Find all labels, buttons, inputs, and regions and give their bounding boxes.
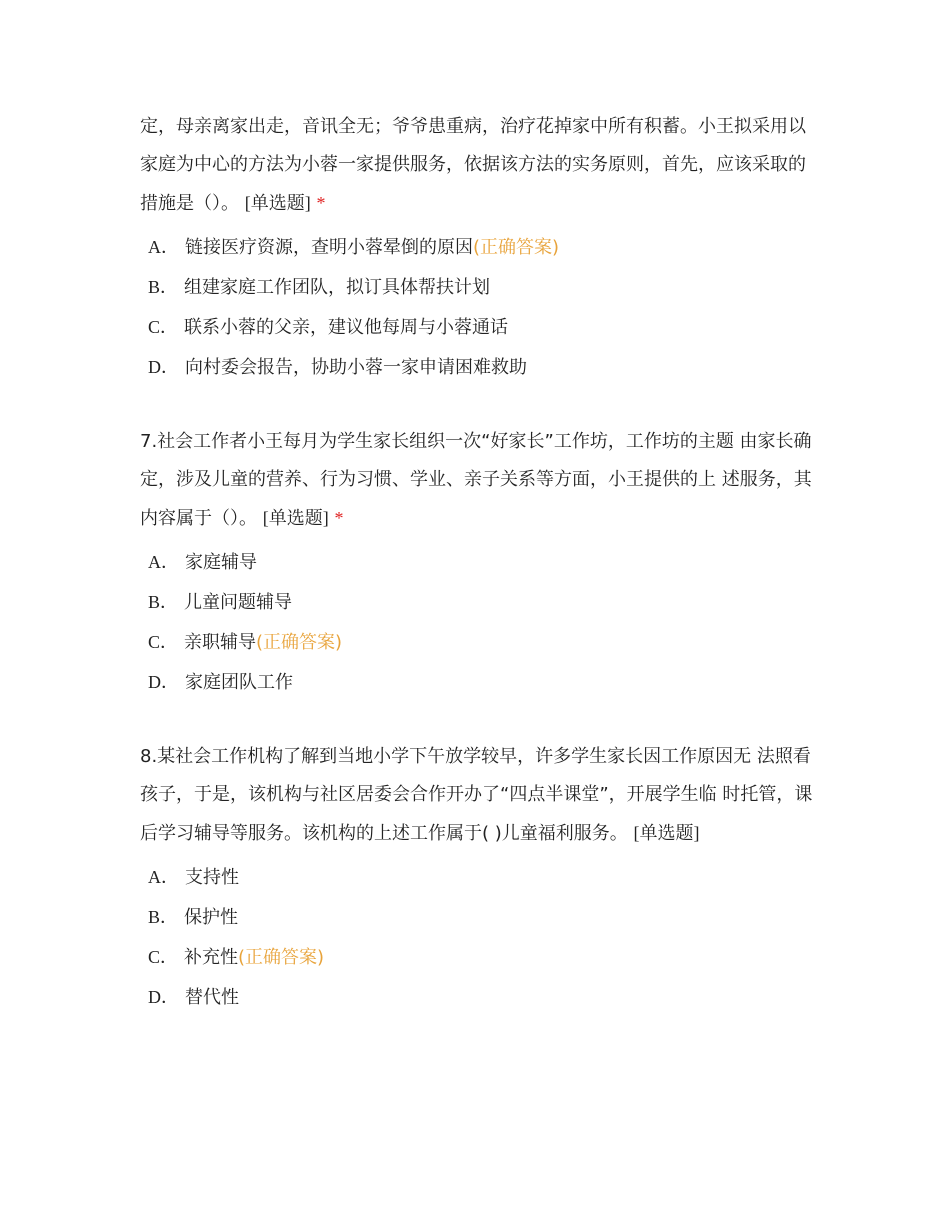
option-text: 亲职辅导 [184,632,257,653]
question-block [140,423,820,702]
correct-answer-label: (正确答案) [238,947,325,968]
option-letter: C． [148,632,179,652]
correct-answer-label: (正确答案) [256,632,343,653]
option-text: 支持性 [185,867,239,888]
option-text: 链接医疗资源，查明小蓉晕倒的原因 [185,237,473,258]
option-letter: B． [148,907,179,927]
question-list [140,108,820,1053]
option-text: 保护性 [184,907,239,928]
question-type: [单选题] [262,508,329,528]
question-type: [单选题] [633,823,700,843]
option-text: 补充性 [184,947,239,968]
option-letter: A． [148,237,179,257]
option-text: 替代性 [185,987,239,1008]
option-text: 家庭辅导 [185,552,257,573]
option-text: 向村委会报告，协助小蓉一家申请困难救助 [185,357,527,378]
option-list [140,542,820,702]
option-b[interactable] [148,267,820,307]
option-d[interactable] [148,347,820,387]
option-letter: D． [148,672,179,692]
option-letter: A． [148,867,179,887]
option-text: 家庭团队工作 [185,672,293,693]
option-list [140,857,820,1017]
question-text [140,423,820,538]
option-b[interactable] [148,582,820,622]
option-letter: D． [148,987,179,1007]
option-c[interactable] [148,622,820,662]
question-type: [单选题] [244,193,311,213]
option-text: 联系小蓉的父亲，建议他每周与小蓉通话 [184,317,509,338]
option-b[interactable] [148,897,820,937]
option-letter: C． [148,947,179,967]
question-text [140,108,820,223]
question-stem: 7.社会工作者小王每月为学生家长组织一次“好家长”工作坊，工作坊的主题 由家长确定，涉及儿童的营养、行为习惯、学业、亲子关系等方面，小王提供的上 述服务，其内容属于（）。 [140,431,812,529]
option-d[interactable] [148,977,820,1017]
question-block [140,108,820,387]
question-stem: 8.某社会工作机构了解到当地小学下午放学较早，许多学生家长因工作原因无 法照看孩子，于是，该机构与社区居委会合作开办了“四点半课堂”，开展学生临 时托管，课后学习辅导等服务。该机构的上述工作属于( )儿童福利服务。 [140,746,813,844]
option-letter: C． [148,317,179,337]
option-a[interactable] [148,857,820,897]
option-letter: D． [148,357,179,377]
option-c[interactable] [148,937,820,977]
required-mark: * [334,508,344,528]
option-text: 儿童问题辅导 [184,592,293,613]
option-a[interactable] [148,542,820,582]
question-stem: 定，母亲离家出走，音讯全无；爷爷患重病，治疗花掉家中所有积蓄。小王拟采用以家庭为中心的方法为小蓉一家提供服务，依据该方法的实务原则，首先，应该采取的措施是（）。 [140,116,806,214]
question-block [140,738,820,1017]
option-list [140,227,820,387]
required-mark: * [316,193,326,213]
option-letter: A． [148,552,179,572]
option-d[interactable] [148,662,820,702]
option-letter: B． [148,277,179,297]
correct-answer-label: (正确答案) [473,237,560,258]
option-a[interactable] [148,227,820,267]
option-text: 组建家庭工作团队，拟订具体帮扶计划 [184,277,491,298]
option-c[interactable] [148,307,820,347]
option-letter: B． [148,592,179,612]
question-text [140,738,820,853]
